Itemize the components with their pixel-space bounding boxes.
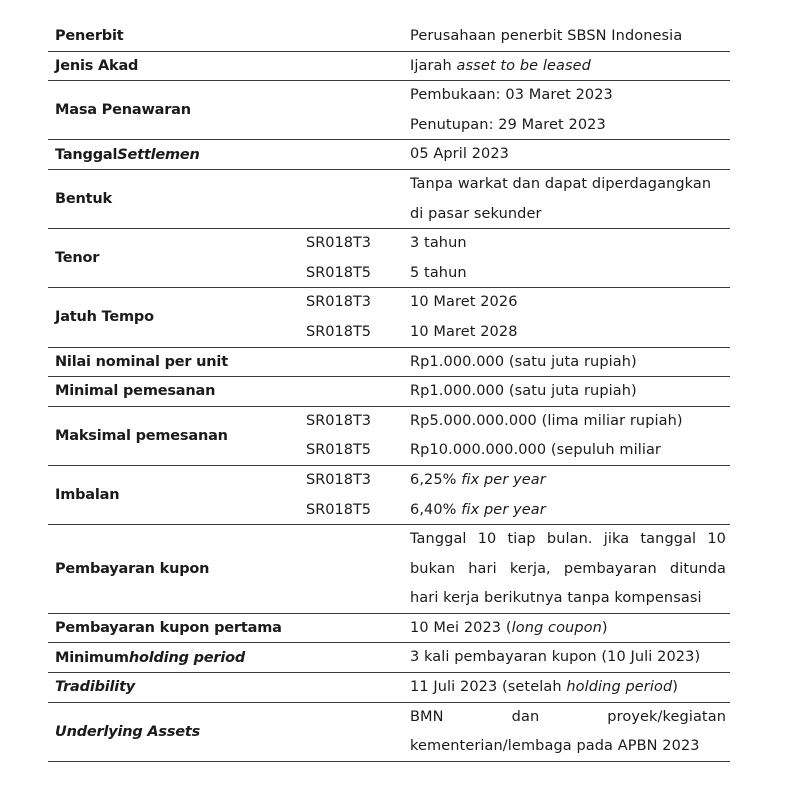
row-penerbit [48,22,730,52]
value-tradibility: 11 Juli 2023 (setelah holding period) [410,679,679,696]
row-kupon-pertama [48,614,730,644]
value-bentuk-line-1: Tanpa warkat dan dapat diperdagangkan [410,175,712,192]
value-jatuh-tempo-t5: 10 Maret 2028 [410,323,518,340]
value-kupon-line-2: bukan hari kerja, pembayaran ditunda [410,560,726,577]
series-code: SR018T5 [306,501,372,518]
row-maksimal-pemesanan [48,407,730,466]
label-penerbit: Penerbit [55,28,124,45]
label-tenor: Tenor [55,250,100,267]
label-tradibility: Tradibility [55,679,136,696]
value-maksimal-t5: Rp10.000.000.000 (sepuluh miliar [410,442,661,459]
label-jatuh-tempo: Jatuh Tempo [55,309,154,326]
value-tanggal-settlemen: 05 April 2023 [410,146,510,163]
value-jatuh-tempo-t3: 10 Maret 2026 [410,294,518,311]
row-imbalan [48,466,730,525]
label-jenis-akad: Jenis Akad [55,57,139,74]
value-kupon-line-3: hari kerja berikutnya tanpa kompensasi [410,590,702,607]
series-code: SR018T5 [306,442,372,459]
value-minimum-holding: 3 kali pembayaran kupon (10 Juli 2023) [410,649,701,666]
series-code: SR018T3 [306,471,372,488]
row-minimum-holding [48,643,730,673]
series-code: SR018T5 [306,323,372,340]
row-masa-penawaran [48,81,730,140]
row-nilai-nominal [48,348,730,378]
row-tanggal-settlemen [48,140,730,170]
label-minimal-pemesanan: Minimal pemesanan [55,383,216,400]
label-nilai-nominal: Nilai nominal per unit [55,353,228,370]
sbsn-term-table [48,22,730,762]
row-pembayaran-kupon [48,525,730,614]
value-minimal-pemesanan: Rp1.000.000 (satu juta rupiah) [410,383,637,400]
row-tradibility [48,673,730,703]
row-tenor [48,229,730,288]
value-maksimal-t3: Rp5.000.000.000 (lima miliar rupiah) [410,412,683,429]
label-kupon-pertama: Pembayaran kupon pertama [55,620,282,637]
label-maksimal-pemesanan: Maksimal pemesanan [55,427,228,444]
series-code: SR018T3 [306,294,372,311]
label-masa-penawaran: Masa Penawaran [55,102,191,119]
row-jenis-akad [48,52,730,82]
label-pembayaran-kupon: Pembayaran kupon [55,560,210,577]
label-underlying-assets: Underlying Assets [55,723,201,740]
row-jatuh-tempo [48,288,730,347]
series-code: SR018T3 [306,412,372,429]
value-bentuk-line-2: di pasar sekunder [410,205,542,222]
value-tenor-t5: 5 tahun [410,264,467,281]
label-imbalan: Imbalan [55,487,120,503]
value-jenis-akad: Ijarah asset to be leased [410,57,591,74]
label-tanggal-settlemen: Tanggal Settlemen [55,146,200,163]
value-underlying-line-2: kementerian/lembaga pada APBN 2023 [410,738,700,755]
value-penutupan: Penutupan: 29 Maret 2023 [410,116,606,133]
label-bentuk: Bentuk [55,191,112,208]
value-nilai-nominal: Rp1.000.000 (satu juta rupiah) [410,353,637,370]
value-imbalan-t3: 6,25% fix per year [410,471,546,488]
row-underlying-assets [48,703,730,762]
label-minimum-holding: Minimum holding period [55,649,246,666]
value-tenor-t3: 3 tahun [410,235,467,252]
value-pembukaan: Pembukaan: 03 Maret 2023 [410,87,613,104]
series-code: SR018T3 [306,235,372,252]
series-code: SR018T5 [306,264,372,281]
value-kupon-pertama: 10 Mei 2023 (long coupon) [410,619,608,636]
value-imbalan-t5: 6,40% fix per year [410,501,546,518]
value-kupon-line-1: Tanggal 10 tiap bulan. jika tanggal 10 [410,531,726,548]
value-penerbit: Perusahaan penerbit SBSN Indonesia [410,28,683,44]
row-minimal-pemesanan [48,377,730,407]
row-bentuk [48,170,730,229]
value-underlying-line-1: BMN dan proyek/kegiatan [410,708,726,725]
